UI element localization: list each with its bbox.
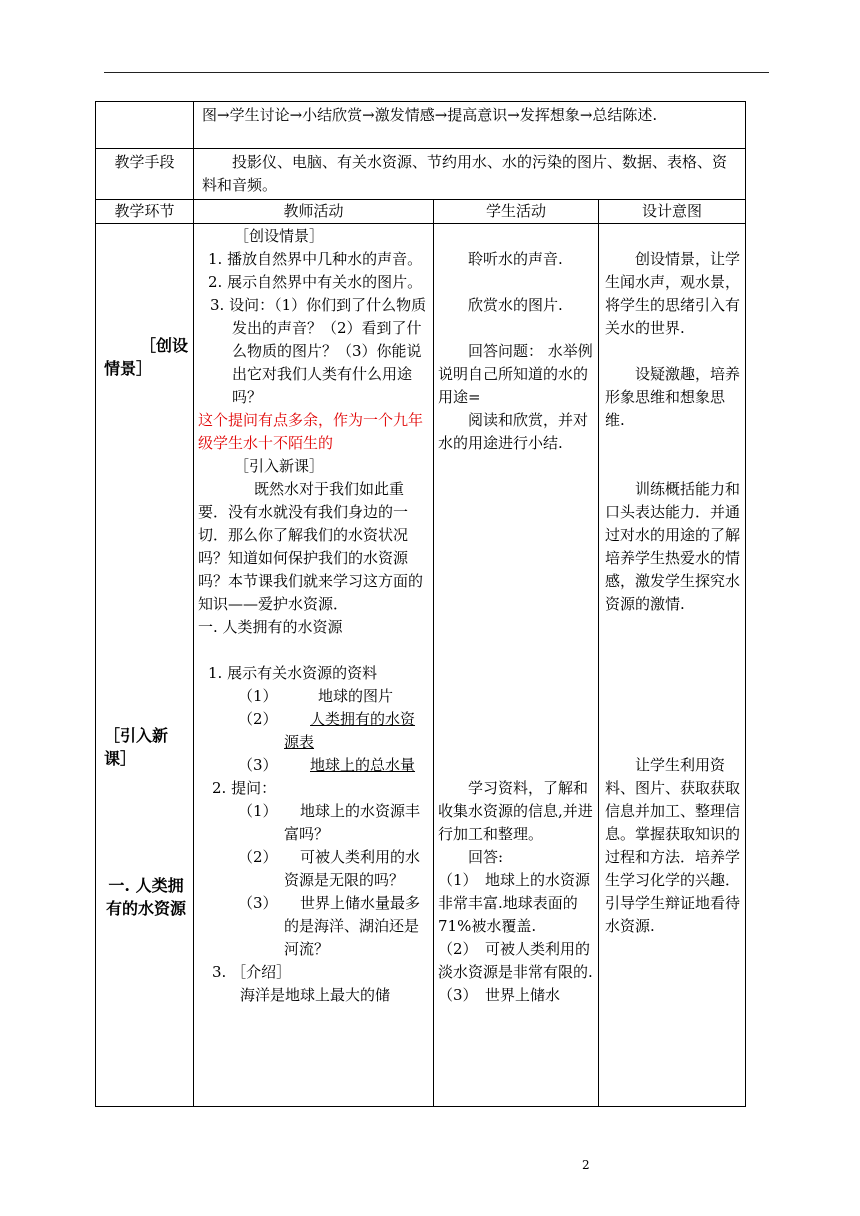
student-answer: 回答问题： 水举例说明自己所知道的水的用途= bbox=[438, 342, 593, 406]
teacher-introduce: 3. ［介绍］ bbox=[212, 963, 292, 981]
student-answer-3: （3） 世界上储水 bbox=[438, 986, 561, 1004]
teacher-item-1: 1. 播放自然界中几种水的声音。 bbox=[208, 250, 423, 268]
teacher-column bbox=[194, 224, 434, 1107]
header-row bbox=[96, 200, 746, 224]
student-listen: 聆听水的声音. bbox=[468, 250, 563, 268]
process-row bbox=[96, 102, 746, 149]
question-2-num: （2） bbox=[238, 848, 278, 866]
question-2-text: 可被人类利用的水资源是无限的吗？ bbox=[284, 848, 421, 889]
question-3 bbox=[198, 892, 429, 961]
stage-introduce: ［引入新课］ bbox=[104, 726, 169, 768]
means-row bbox=[96, 149, 746, 200]
material-2-num: （2） bbox=[238, 710, 278, 728]
student-answer-label: 回答: bbox=[468, 848, 504, 866]
material-1-text: 地球的图片 bbox=[318, 687, 394, 705]
question-1-num: （1） bbox=[238, 802, 278, 820]
design-intent-1: 创设情景，让学生闻水声，观水景，将学生的思绪引入有关水的世界. bbox=[605, 250, 741, 337]
teacher-ocean-text: 海洋是地球上最大的储 bbox=[240, 986, 391, 1004]
design-intent-2: 设疑激趣，培养形象思维和想象思维. bbox=[605, 365, 741, 429]
teacher-section-title: 一. 人类拥有的水资源 bbox=[198, 618, 343, 636]
teacher-ask: 2. 提问： bbox=[212, 779, 277, 797]
teacher-intro-paragraph: 既然水对于我们如此重要．没有水就没有我们身边的一切．那么你了解我们的水资状况吗？知道如何保护我们的水资源吗？本节课我们就来学习这方面的知识——爱护水资源． bbox=[198, 480, 424, 613]
question-3-num: （3） bbox=[238, 894, 278, 912]
stage-water-resources: 一. 人类拥有的水资源 bbox=[105, 876, 186, 918]
material-1-num: （1） bbox=[238, 687, 278, 705]
lesson-plan-table bbox=[95, 101, 746, 1107]
question-1 bbox=[198, 800, 429, 846]
question-2 bbox=[198, 846, 429, 892]
design-intent-3: 训练概括能力和口头表达能力．并通过对水的用途的了解培养学生热爱水的情感，激发学生探究水资源的激情. bbox=[605, 480, 741, 613]
design-intent-4: 让学生利用资料、图片、获取获取信息并加工、整理信息。掌握获取知识的过程和方法．培养学生学习化学的兴趣．引导学生辩证地看待水资源. bbox=[605, 756, 741, 935]
student-column bbox=[434, 224, 599, 1107]
page-number: 2 bbox=[582, 1158, 590, 1172]
content-row bbox=[96, 224, 746, 1107]
student-answer-2: （2） 可被人类利用的淡水资源是非常有限的. bbox=[438, 940, 593, 981]
student-answer-1: （1） 地球上的水资源非常丰富.地球表面的71%被水覆盖. bbox=[438, 871, 591, 935]
material-2-text: 人类拥有的水资源表 bbox=[284, 710, 416, 751]
question-3-text: 世界上储水量最多的是海洋、湖泊还是河流？ bbox=[284, 894, 421, 958]
stage-create-scene: ［创设情景］ bbox=[104, 336, 189, 378]
header-design: 设计意图 bbox=[599, 200, 746, 224]
header-rule bbox=[104, 72, 769, 73]
material-1 bbox=[198, 685, 429, 708]
material-2 bbox=[198, 708, 429, 754]
student-summary: 阅读和欣赏，并对水的用途进行小结. bbox=[438, 411, 589, 452]
material-3-text: 地球上的总水量 bbox=[310, 756, 416, 774]
header-stage: 教学环节 bbox=[96, 200, 194, 224]
material-3-num: （3） bbox=[238, 756, 278, 774]
material-3 bbox=[198, 754, 429, 777]
student-study: 学习资料，了解和收集水资源的信息,并进行加工和整理。 bbox=[438, 779, 593, 843]
means-label: 教学手段 bbox=[114, 153, 175, 171]
teacher-item-2: 2. 展示自然界中有关水的图片。 bbox=[208, 273, 423, 291]
design-column bbox=[599, 224, 746, 1107]
teacher-heading-introduce: ［引入新课］ bbox=[234, 457, 325, 475]
stage-column bbox=[96, 224, 194, 1107]
teacher-show-materials: 1. 展示有关水资源的资料 bbox=[208, 664, 378, 682]
means-text: 投影仪、电脑、有关水资源、节约用水、水的污染的图片、数据、表格、资料和音频。 bbox=[202, 153, 728, 194]
teacher-item-3: 3. 设问：（1）你们到了什么物质发出的声音？（2）看到了什么物质的图片？（3）你能说出它对我们人类有什么用途吗？ bbox=[210, 296, 427, 406]
header-teacher: 教师活动 bbox=[194, 200, 434, 224]
question-1-text: 地球上的水资源丰富吗？ bbox=[284, 802, 421, 843]
teacher-annotation: 这个提问有点多余，作为一个九年级学生水十不陌生的 bbox=[198, 411, 424, 452]
student-view: 欣赏水的图片. bbox=[468, 296, 563, 314]
header-student: 学生活动 bbox=[434, 200, 599, 224]
process-text: 图→学生讨论→小结欣赏→激发情感→提高意识→发挥想象→总结陈述. bbox=[202, 106, 658, 124]
teacher-heading-create: ［创设情景］ bbox=[234, 227, 325, 245]
